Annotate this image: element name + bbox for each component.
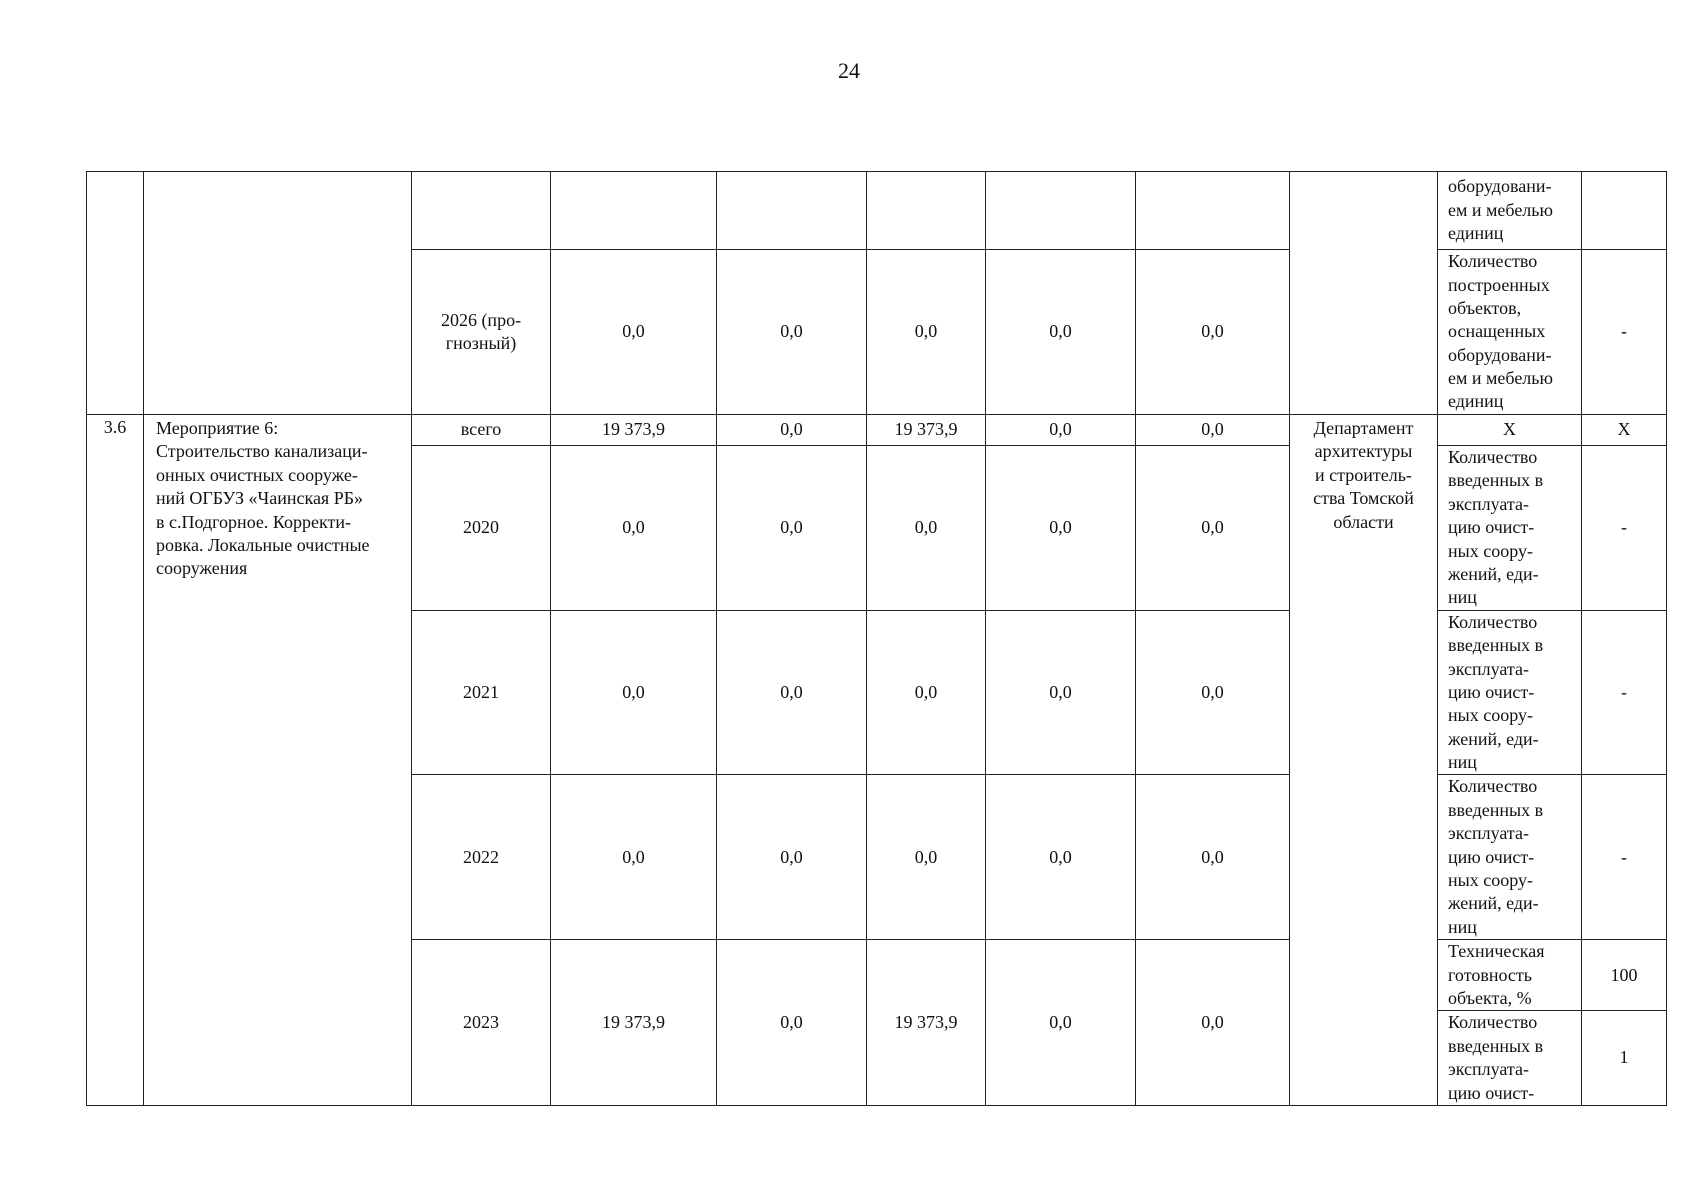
indicator-text: Количество введенных в эксплуата- цию очист- ных соору- жений, еди- ниц [1448, 447, 1544, 608]
prev-row-top [87, 172, 1667, 250]
prev-number-cell [87, 172, 144, 415]
total-value: 0,0 [622, 681, 645, 702]
other-value: 0,0 [1201, 1011, 1224, 1032]
total-cell [551, 775, 717, 940]
prev-local-cell [986, 172, 1136, 250]
other-cell [1136, 446, 1290, 611]
local-cell [986, 775, 1136, 940]
federal-value: 0,0 [780, 321, 803, 342]
indicator-value-cell [1582, 1011, 1667, 1106]
year-cell [412, 775, 551, 940]
local-value: 0,0 [1049, 846, 1072, 867]
indicator-value: - [1621, 321, 1627, 342]
prev-regional-cell [867, 172, 986, 250]
indicator-value: - [1621, 846, 1627, 867]
total-cell [551, 250, 717, 415]
indicator-text: Количество введенных в эксплуата- цию очист- ных соору- жений, еди- ниц [1448, 776, 1544, 937]
prev-executor-cell [1290, 172, 1438, 415]
total-cell [551, 415, 717, 446]
federal-value: 0,0 [780, 846, 803, 867]
other-cell [1136, 940, 1290, 1106]
total-value: 19 373,9 [602, 419, 665, 440]
indicator-text: Количество построенных объектов, оснащенных оборудовани- ем и мебелью единиц [1448, 251, 1553, 412]
year-text: 2020 [463, 517, 499, 538]
regional-cell [867, 940, 986, 1106]
year-cell [412, 610, 551, 775]
prev-value-cell [1582, 172, 1667, 250]
indicator-value: Х [1617, 419, 1631, 440]
measures-table [86, 171, 1667, 1106]
other-cell [1136, 610, 1290, 775]
other-cell [1136, 775, 1290, 940]
measure-number: 3.6 [103, 417, 127, 437]
year-text: всего [460, 419, 502, 440]
year-text: 2021 [463, 681, 499, 702]
local-cell [986, 610, 1136, 775]
indicator-cell [1438, 775, 1582, 940]
total-cell [551, 940, 717, 1106]
indicator-value-cell [1582, 250, 1667, 415]
indicator-cell [1438, 610, 1582, 775]
regional-value: 0,0 [914, 681, 938, 702]
other-value: 0,0 [1201, 846, 1224, 867]
measure-total-row [87, 415, 1667, 446]
federal-value: 0,0 [780, 681, 803, 702]
federal-cell [717, 446, 867, 611]
prev-name-cell [144, 172, 412, 415]
indicator-cell [1438, 250, 1582, 415]
local-cell [986, 940, 1136, 1106]
total-value: 0,0 [622, 846, 645, 867]
year-text: 2026 (про- гнозный) [440, 309, 522, 353]
prev-indicator-cell [1438, 172, 1582, 250]
federal-cell [717, 775, 867, 940]
prev-total-cell [551, 172, 717, 250]
federal-value: 0,0 [780, 419, 803, 440]
federal-value: 0,0 [780, 1011, 803, 1032]
regional-cell [867, 610, 986, 775]
federal-value: 0,0 [780, 517, 803, 538]
other-cell [1136, 415, 1290, 446]
year-text: 2023 [463, 1011, 499, 1032]
measure-number-cell [87, 415, 144, 1106]
indicator-cell [1438, 415, 1582, 446]
indicator-text: Количество введенных в эксплуата- цию очист- [1448, 1012, 1544, 1103]
total-value: 0,0 [622, 517, 645, 538]
indicator-value: - [1621, 517, 1627, 538]
regional-value: 0,0 [914, 517, 938, 538]
indicator-value-cell [1582, 940, 1667, 1011]
local-cell [986, 415, 1136, 446]
local-value: 0,0 [1049, 681, 1072, 702]
local-value: 0,0 [1049, 321, 1072, 342]
year-cell [412, 415, 551, 446]
total-value: 0,0 [622, 321, 645, 342]
year-cell [412, 446, 551, 611]
total-cell [551, 446, 717, 611]
indicator-text: Х [1503, 419, 1516, 440]
indicator-text: Количество введенных в эксплуата- цию очист- ных соору- жений, еди- ниц [1448, 611, 1544, 773]
other-value: 0,0 [1201, 321, 1224, 342]
local-value: 0,0 [1049, 419, 1072, 440]
indicator-value-cell [1582, 610, 1667, 775]
regional-value: 19 373,9 [894, 1011, 958, 1032]
regional-value: 19 373,9 [894, 419, 958, 440]
prev-other-cell [1136, 172, 1290, 250]
local-value: 0,0 [1049, 517, 1072, 538]
page-number: 24 [838, 58, 860, 83]
indicator-value-cell [1582, 415, 1667, 446]
federal-cell [717, 250, 867, 415]
prev-year-cell [412, 172, 551, 250]
indicator-cell [1438, 446, 1582, 611]
indicator-text: Техническая готовность объекта, % [1448, 941, 1545, 1008]
indicator-value: - [1621, 681, 1627, 702]
regional-cell [867, 446, 986, 611]
other-value: 0,0 [1201, 419, 1224, 440]
local-cell [986, 446, 1136, 611]
federal-cell [717, 415, 867, 446]
indicator-cell [1438, 940, 1582, 1011]
regional-cell [867, 775, 986, 940]
measure-name: Мероприятие 6: Строительство канализаци- онных очистных сооруже- ний ОГБУЗ «Чаинская РБ» в с.Подгорное. Корректи- ровка. Локальные очистные сооружения [156, 418, 370, 579]
local-cell [986, 250, 1136, 415]
year-text: 2022 [463, 846, 499, 867]
indicator-value: 100 [1610, 964, 1638, 985]
prev-indicator-text: оборудовани- ем и мебелью единиц [1448, 176, 1553, 244]
measure-name-cell [144, 415, 412, 1106]
federal-cell [717, 940, 867, 1106]
indicator-value-cell [1582, 446, 1667, 611]
total-value: 19 373,9 [602, 1011, 665, 1032]
other-value: 0,0 [1201, 517, 1224, 538]
year-cell [412, 250, 551, 415]
indicator-cell [1438, 1011, 1582, 1106]
other-cell [1136, 250, 1290, 415]
executor-cell [1290, 415, 1438, 1106]
indicator-value: 1 [1619, 1047, 1629, 1068]
indicator-value-cell [1582, 775, 1667, 940]
federal-cell [717, 610, 867, 775]
local-value: 0,0 [1049, 1011, 1072, 1032]
regional-value: 0,0 [914, 846, 938, 867]
other-value: 0,0 [1201, 681, 1224, 702]
regional-cell [867, 250, 986, 415]
regional-cell [867, 415, 986, 446]
regional-value: 0,0 [914, 321, 938, 342]
total-cell [551, 610, 717, 775]
prev-federal-cell [717, 172, 867, 250]
executor-name: Департамент архитектуры и строитель- ства Томской области [1313, 418, 1414, 532]
year-cell [412, 940, 551, 1106]
